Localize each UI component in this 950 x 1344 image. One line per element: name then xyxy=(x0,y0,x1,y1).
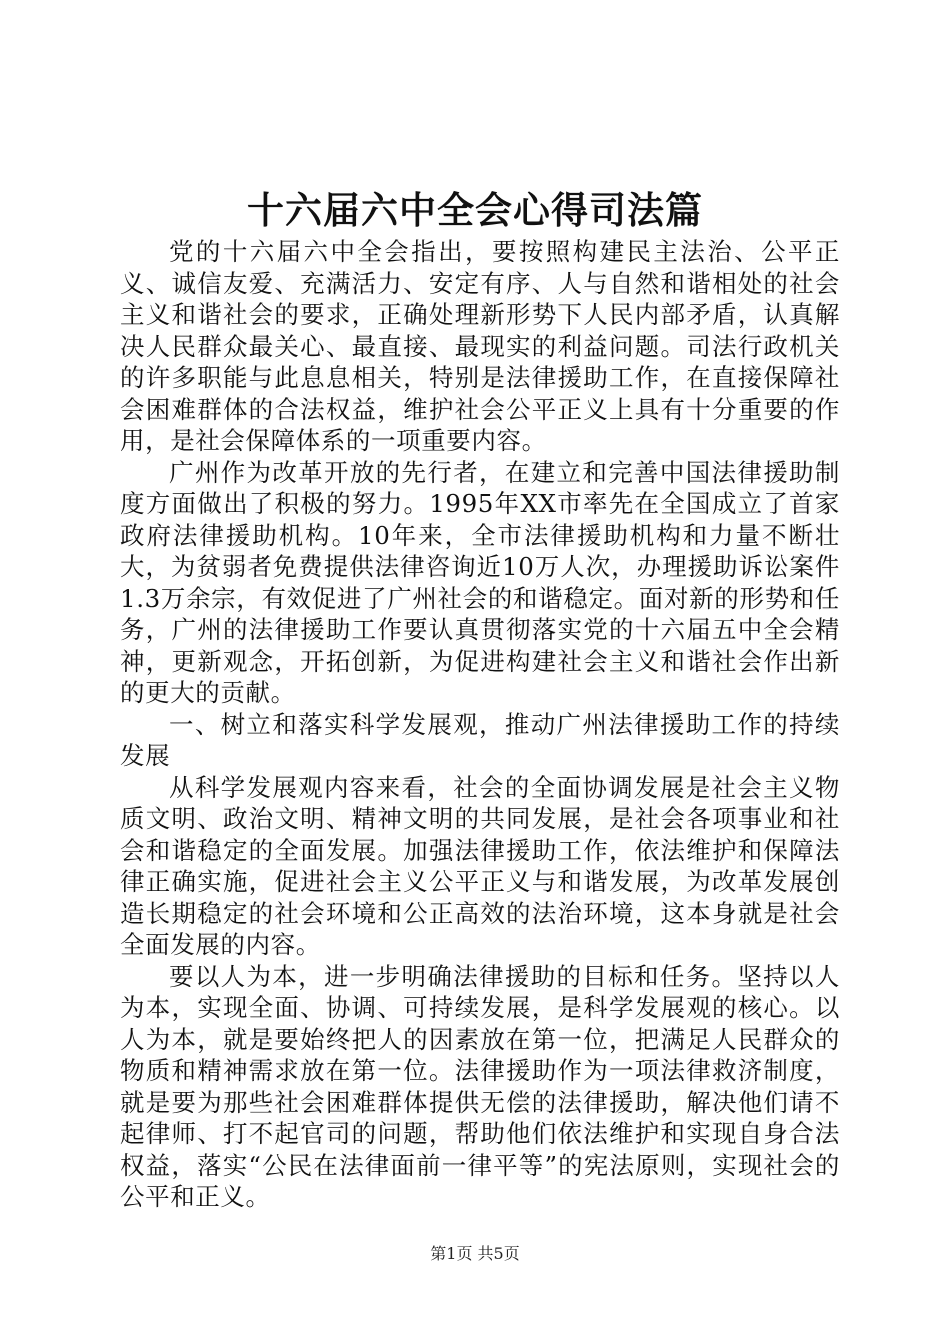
paragraph-4: 要以人为本，进一步明确法律援助的目标和任务。坚持以人为本，实现全面、协调、可持续发展，是科学发展观的核心。以人为本，就是要始终把人的因素放在第一位，把满足人民群众的物质和精神需求放在第一位。法律援助作为一项法律救济制度，就是要为那些社会困难群体提供无偿的法律援助，解决他们请不起律师、打不起官司的问题，帮助他们依法维护和实现自身合法权益，落实“公民在法律面前一律平等”的宪法原则，实现社会的公平和正义。 xyxy=(120,961,840,1211)
paragraph-1: 党的十六届六中全会指出，要按照构建民主法治、公平正义、诚信友爱、充满活力、安定有序、人与自然和谐相处的社会主义和谐社会的要求，正确处理新形势下人民内部矛盾，认真解决人民群众最关心、最直接、最现实的利益问题。司法行政机关的许多职能与此息息相关，特别是法律援助工作，在直接保障社会困难群体的合法权益，维护社会公平正义上具有十分重要的作用，是社会保障体系的一项重要内容。 xyxy=(120,237,840,455)
page-footer: 第1页 共5页 xyxy=(430,1244,520,1263)
section-heading-1: 一、树立和落实科学发展观，推动广州法律援助工作的持续发展 xyxy=(120,709,840,770)
paragraph-2: 广州作为改革开放的先行者，在建立和完善中国法律援助制度方面做出了积极的努力。1995年XX市率先在全国成立了首家政府法律援助机构。10年来，全市法律援助机构和力量不断壮大，为贫弱者免费提供法律咨询近10万人次，办理援助诉讼案件1.3万余宗，有效促进了广州社会的和谐稳定。面对新的形势和任务，广州的法律援助工作要认真贯彻落实党的十六届五中全会精神，更新观念，开拓创新，为促进构建社会主义和谐社会作出新的更大的贡献。 xyxy=(120,457,840,707)
document-title: 十六届六中全会心得司法篇 xyxy=(247,188,703,232)
paragraph-3: 从科学发展观内容来看，社会的全面协调发展是社会主义物质文明、政治文明、精神文明的共同发展，是社会各项事业和社会和谐稳定的全面发展。加强法律援助工作，依法维护和保障法律正确实施，促进社会主义公平正义与和谐发展，为改革发展创造长期稳定的社会环境和公正高效的法治环境，这本身就是社会全面发展的内容。 xyxy=(120,772,840,959)
document-body xyxy=(120,236,840,1213)
